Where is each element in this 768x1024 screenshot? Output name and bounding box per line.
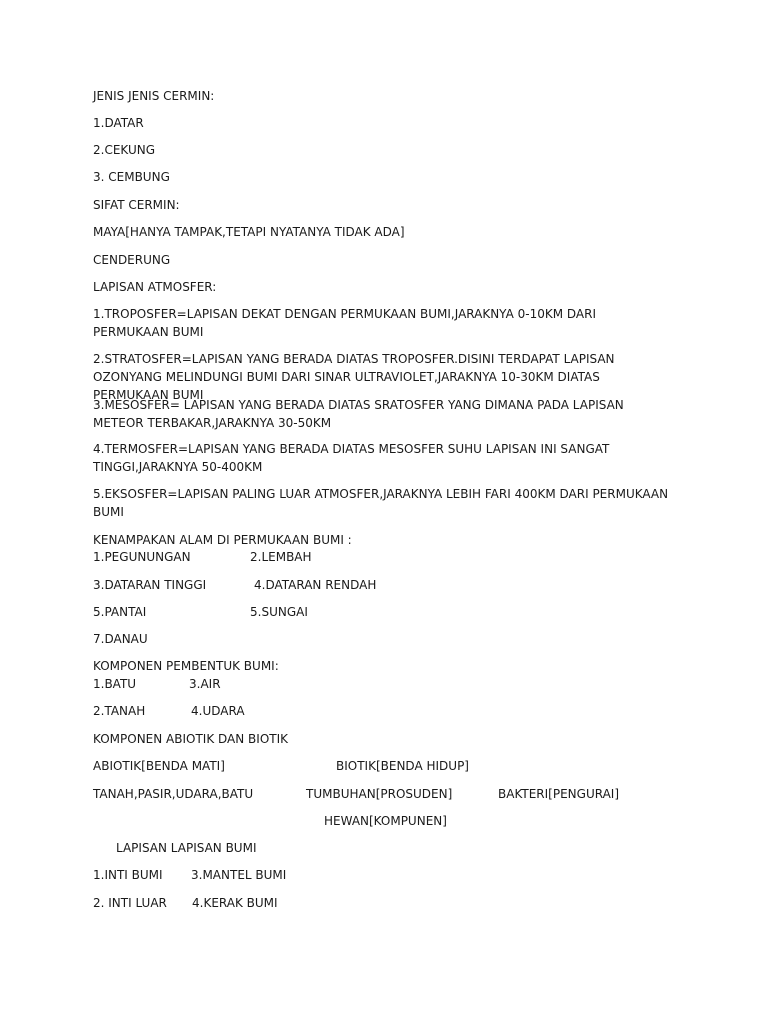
kenampakan-row xyxy=(93,630,148,648)
atmosfer-heading: LAPISAN ATMOSFER: xyxy=(93,280,217,294)
atmosfer-item-troposfer: 1.TROPOSFER=LAPISAN DEKAT DENGAN PERMUKAAN BUMI,JARAKNYA 0-10KM DARI PERMUKAAN BUMI xyxy=(93,307,596,339)
sifat-cermin-item: CENDERUNG xyxy=(93,253,171,267)
biotik-item: BAKTERI[PENGURAI] xyxy=(498,787,620,801)
lapisan-bumi-heading: LAPISAN LAPISAN BUMI xyxy=(116,841,257,855)
lapisan-bumi-item: 3.MANTEL BUMI xyxy=(191,868,287,882)
kenampakan-row xyxy=(93,576,377,594)
sifat-cermin-heading: SIFAT CERMIN: xyxy=(93,198,180,212)
biotik-item: HEWAN[KOMPUNEN] xyxy=(324,814,447,828)
komponen-item: 1.BATU xyxy=(93,677,137,691)
lapisan-bumi-row xyxy=(93,894,278,912)
kenampakan-item: 4.DATARAN RENDAH xyxy=(254,578,377,592)
komponen-row xyxy=(93,675,221,693)
komponen-item: 3.AIR xyxy=(189,677,221,691)
lapisan-bumi-item: 1.INTI BUMI xyxy=(93,868,163,882)
abiotik-biotik-items xyxy=(93,785,620,803)
lapisan-bumi-row xyxy=(93,866,287,884)
komponen-heading: KOMPONEN PEMBENTUK BUMI: xyxy=(93,659,279,673)
kenampakan-item: 1.PEGUNUNGAN xyxy=(93,550,191,564)
kenampakan-item: 3.DATARAN TINGGI xyxy=(93,578,207,592)
kenampakan-item: 5.SUNGAI xyxy=(250,605,308,619)
atmosfer-item-mesosfer: 3.MESOSFER= LAPISAN YANG BERADA DIATAS SRATOSFER YANG DIMANA PADA LAPISAN METEOR TERBAKAR,JARAKNYA 30-50KM xyxy=(93,398,624,430)
abiotik-label: ABIOTIK[BENDA MATI] xyxy=(93,759,225,773)
atmosfer-item-termosfer: 4.TERMOSFER=LAPISAN YANG BERADA DIATAS MESOSFER SUHU LAPISAN INI SANGAT TINGGI,JARAKNYA 50-400KM xyxy=(93,442,610,474)
komponen-item: 4.UDARA xyxy=(191,704,245,718)
sifat-cermin-item: MAYA[HANYA TAMPAK,TETAPI NYATANYA TIDAK ADA] xyxy=(93,225,405,239)
lapisan-bumi-item: 2. INTI LUAR xyxy=(93,896,167,910)
komponen-row xyxy=(93,702,245,720)
kenampakan-item: 5.PANTAI xyxy=(93,605,147,619)
kenampakan-item: 2.LEMBAH xyxy=(250,550,312,564)
cermin-item: 2.CEKUNG xyxy=(93,143,156,157)
atmosfer-item-stratosfer: 2.STRATOSFER=LAPISAN YANG BERADA DIATAS TROPOSFER.DISINI TERDAPAT LAPISAN OZONYANG MELINDUNGI BUMI DARI SINAR ULTRAVIOLET,JARAKNYA 10-30KM DIATAS PERMUKAAN BUMI xyxy=(93,352,615,402)
biotik-item: TUMBUHAN[PROSUDEN] xyxy=(306,787,453,801)
abiotik-biotik-labels xyxy=(93,757,469,775)
abiotik-items: TANAH,PASIR,UDARA,BATU xyxy=(93,787,254,801)
kenampakan-item: 7.DANAU xyxy=(93,632,148,646)
biotik-label: BIOTIK[BENDA HIDUP] xyxy=(336,759,469,773)
kenampakan-row xyxy=(93,548,312,566)
atmosfer-item-eksosfer: 5.EKSOSFER=LAPISAN PALING LUAR ATMOSFER,JARAKNYA LEBIH FARI 400KM DARI PERMUKAAN BUMI xyxy=(93,487,669,519)
abiotik-biotik-heading: KOMPONEN ABIOTIK DAN BIOTIK xyxy=(93,732,289,746)
lapisan-bumi-item: 4.KERAK BUMI xyxy=(192,896,278,910)
kenampakan-heading: KENAMPAKAN ALAM DI PERMUKAAN BUMI : xyxy=(93,533,352,547)
komponen-item: 2.TANAH xyxy=(93,704,146,718)
cermin-item: 3. CEMBUNG xyxy=(93,170,170,184)
cermin-item: 1.DATAR xyxy=(93,116,144,130)
kenampakan-row xyxy=(93,603,308,621)
cermin-heading: JENIS JENIS CERMIN: xyxy=(93,89,215,103)
